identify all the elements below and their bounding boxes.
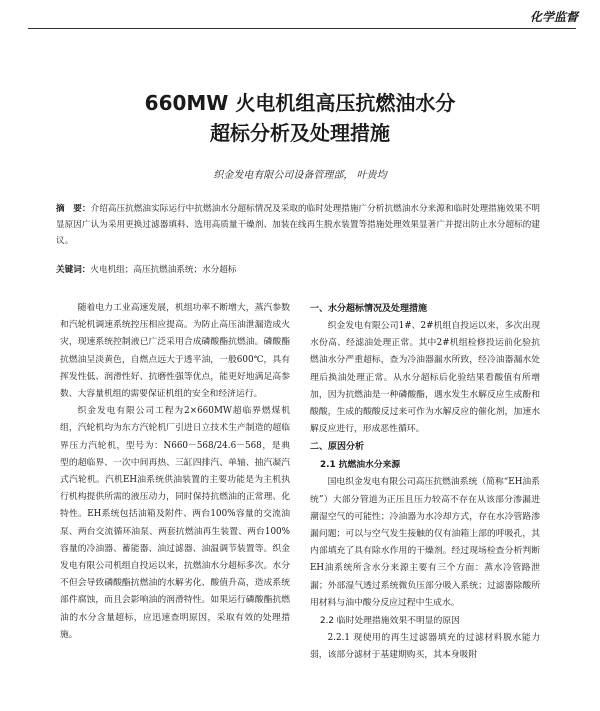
- body-paragraph: 织金发电有限公司1#、2#机组自投运以来，多次出现水份高、经滤油处理正常。其中2#机组检修投运前化验抗燃油水分严重超标，查为冷油器漏水所致，经冷油器漏水处理后换油处理正常。从水分超标后化验结果看酸值有所增加，因为抗燃油是一种磷酸酯，遇水发生水解反应生成酚和酸酸，生成的酸酸反过来可作为水解反应的催化剂，加速水解反应进行，形成恶性循环。: [310, 321, 540, 435]
- body-paragraph: 随着电力工业高速发展，机组功率不断增大，蒸汽参数和汽轮机调速系统控压相应提高。为防止高压油泄漏造成火灾，现速系统控制液已广泛采用合成磷酸酯抗燃油。磷酸酯抗燃油呈淡黄色，自燃点远大于透平油，一般600℃，具有挥发性低、润滑性好、抗磨性强等优点，能更好地满足高参数、大容量机组的需要保证机组的安全和经济运行。: [60, 303, 290, 400]
- keywords: [56, 262, 540, 278]
- abstract-label: 摘 要：: [56, 204, 91, 214]
- section-heading: 二、原因分析: [310, 442, 365, 453]
- abstract: [56, 201, 540, 249]
- subsection-heading: 2.2 临时处理措施效果不明显的原因: [320, 616, 460, 627]
- keywords-text: 火电机组；高压抗燃油系统；水分超标: [90, 265, 237, 275]
- right-column: [310, 300, 540, 664]
- body-paragraph: 织金发电有限公司工程为2×660MW超临界燃煤机组，汽轮机均为东方汽轮机厂引进日立技术生产制造的超临界压力汽轮机，型号为：N660－568/24.6－568，是典型的超临界、一次中间再热、三缸四排汽、单轴、抽汽凝汽式汽轮机。汽机EH油系统供油装置的主要功能是为主机执行机构提供所需的液压动力，同时保持抗燃油的正常理、化特性。EH系统包括油箱及附件、两台100%容量的交流油泵、两台交流循环油泵、两套抗燃油再生装置、两台100%容量的冷油器、蓄能器、油过滤器、油温调节装置等。织金发电有限公司机组自投运以来，抗燃油水分超标多次。水分不但会导致磷酸酯抗燃油的水解劣化、酸值升高，造成系统部件腐蚀，而且会影响油的润滑特性。如果运行磷酸酯抗燃油的水分含量超标，应迅速查明原因，采取有效的处理措施。: [60, 406, 290, 640]
- article-title-line1: 660MW 火电机组高压抗燃油水分: [144, 91, 456, 115]
- left-column: [60, 300, 290, 644]
- keywords-label: 关键词：: [56, 265, 91, 275]
- subsection-heading: 2.1 抗燃油水分来源: [320, 460, 401, 471]
- article-title-line2: 超标分析及处理措施: [210, 121, 390, 145]
- section-heading: 一、水分超标情况及处理措施: [310, 304, 428, 314]
- body-paragraph: 2.2.1 现使用的再生过滤器填充的过滤材料脱水能力弱，该部分滤材于基建期购买，其本身吸附: [310, 633, 540, 661]
- header-divider: [28, 28, 576, 29]
- body-paragraph: 国电织金发电有限公司高压抗燃油系统（简称“EH油系统”）大部分管道为正压且压力较高不存在从该部分渗漏进潮湿空气的可能性；冷油器为水冷却方式，存在水冷管路渗漏问题；可以与空气发生接触的仅有油箱上部的呼吸孔，其内部填充了具有除水作用的干燥剂。经过现场检查分析判断EH油系统所含水分来源主要有三个方面：蒸水冷管路泄漏；外部湿气透过系统微负压部分吸入系统；过滤器除酸所用材料与油中酸分反应过程中生成水。: [310, 477, 540, 608]
- author-affiliation: 织金发电有限公司设备管理部， 叶贵均: [213, 170, 387, 181]
- abstract-text: 介绍高压抗燃油实际运行中抗燃油水分超标情况及采取的临时处理措施广分析抗燃油水分来源和临时处理措施效果不明显原因广认为采用更换过滤器填料、选用高质量干燥剂、加装在线再生脱水装置等措施处理效果显著广并提出防止水分超标的建议。: [56, 204, 540, 246]
- section-tag: 化学监督: [529, 10, 578, 24]
